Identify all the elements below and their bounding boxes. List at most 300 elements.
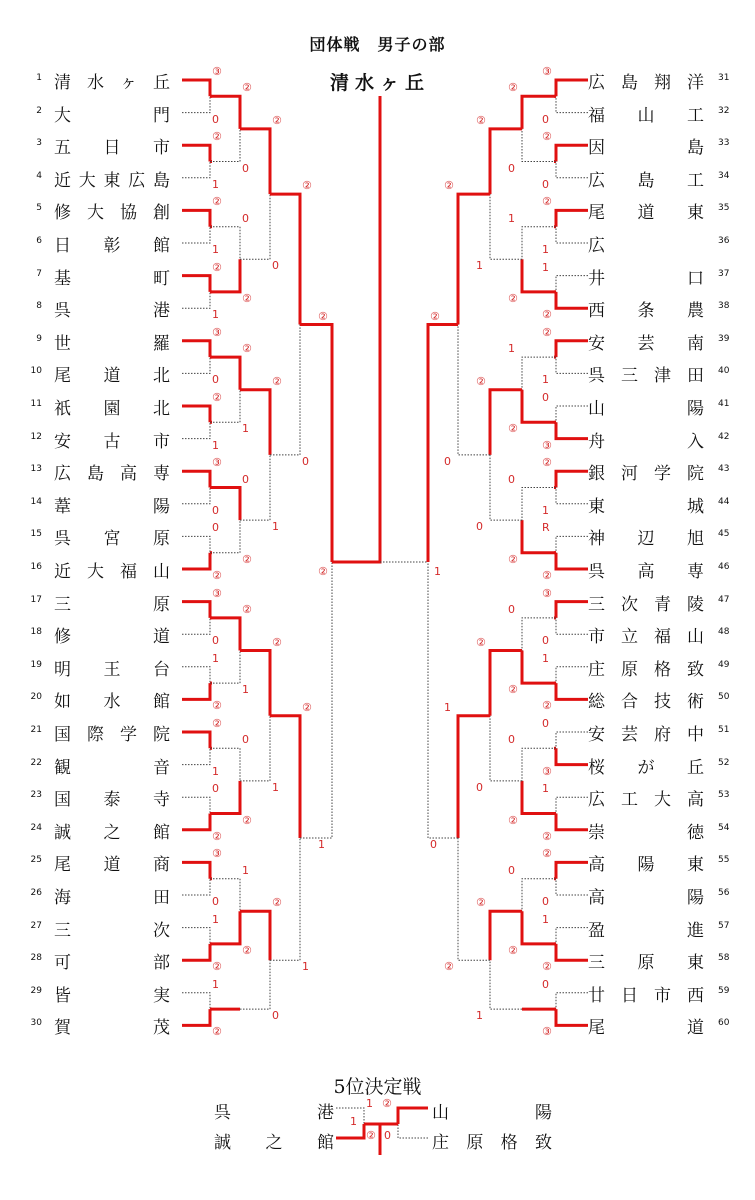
team-name: 東 城 (588, 496, 704, 517)
fifth-place-title: 5位決定戦 (333, 1076, 422, 1098)
team-seed-number: 11 (30, 399, 42, 409)
bracket-line (270, 716, 300, 838)
team-seed-number: 4 (36, 170, 42, 181)
team-seed-number: 25 (30, 855, 42, 866)
team-name: 三 原 東 (588, 953, 704, 974)
match-score: 1 (542, 373, 549, 387)
match-score: ② (212, 195, 222, 209)
bracket-line (182, 80, 210, 96)
bracket-line (556, 667, 588, 683)
fifth-team-name: 誠 之 館 (214, 1133, 334, 1153)
match-score: ② (212, 829, 222, 843)
fifth-bracket-line (398, 1124, 428, 1138)
team-name: 崇 徳 (588, 822, 704, 843)
team-name: 安 芸 南 (588, 333, 704, 354)
match-score: ② (508, 291, 518, 305)
match-score: 1 (476, 259, 483, 273)
match-score: ② (212, 717, 222, 730)
team-seed-number: 48 (718, 627, 730, 638)
bracket-line (182, 667, 210, 683)
team-name: 賀 茂 (54, 1018, 170, 1039)
match-score: 0 (242, 211, 249, 225)
match-score: 0 (242, 161, 249, 175)
champion-name: 清水ヶ丘 (329, 72, 430, 94)
team-seed-number: 23 (30, 790, 42, 801)
team-name: 五 日 市 (54, 138, 170, 159)
team-row (588, 296, 748, 322)
team-row (22, 296, 182, 322)
team-row (588, 720, 748, 745)
team-seed-number: 18 (30, 627, 42, 638)
team-row (588, 492, 748, 517)
team-row (588, 557, 748, 582)
team-name: 安 古 市 (54, 431, 170, 452)
bracket-line (182, 1009, 210, 1025)
bracket-line (182, 797, 210, 813)
team-row (22, 655, 182, 680)
match-score: 0 (430, 837, 437, 851)
bracket-line (556, 879, 588, 895)
fifth-team-name: 庄 原 格 致 (432, 1133, 552, 1153)
bracket-line (182, 276, 210, 292)
team-row (588, 133, 748, 159)
team-seed-number: 52 (718, 757, 730, 768)
match-score: ② (508, 813, 518, 827)
match-score: ② (212, 391, 222, 404)
team-seed-number: 49 (718, 659, 730, 670)
team-name: 海 田 (54, 888, 170, 908)
team-row (22, 459, 182, 485)
match-score: 1 (542, 912, 549, 926)
team-seed-number: 37 (718, 268, 730, 279)
bracket-line (522, 879, 556, 912)
bracket-line (458, 194, 490, 324)
match-score: ② (508, 81, 518, 95)
team-seed-number: 43 (718, 464, 730, 475)
team-row (588, 916, 748, 941)
match-score: ② (508, 552, 518, 566)
bracket-line (300, 325, 332, 563)
team-seed-number: 42 (718, 431, 730, 442)
match-score: ② (476, 635, 486, 649)
bracket-line (182, 536, 210, 552)
bracket-line (556, 1009, 588, 1025)
bracket-line (556, 488, 588, 504)
match-score: 0 (542, 717, 549, 730)
match-score: ② (476, 896, 486, 910)
match-score: ② (242, 602, 252, 616)
match-score: 0 (212, 112, 219, 126)
match-score: 1 (542, 243, 549, 256)
team-row (22, 687, 182, 713)
match-score: ② (242, 552, 252, 566)
bracket-line (240, 455, 270, 520)
team-row (588, 753, 748, 778)
bracket-line (182, 162, 210, 178)
team-name: 総 合 技 術 (588, 692, 704, 713)
team-seed-number: 19 (30, 659, 42, 670)
page-title: 団体戦 男子の部 (309, 35, 446, 54)
team-seed-number: 10 (30, 366, 42, 377)
team-row (588, 883, 748, 908)
team-row (22, 818, 182, 843)
match-score: ② (242, 943, 252, 957)
fifth-team-name: 呉 港 (214, 1103, 334, 1123)
team-seed-number: 26 (30, 888, 42, 898)
team-name: 皆 実 (54, 985, 170, 1006)
match-score: R (542, 521, 550, 535)
final-score: ② (318, 565, 328, 578)
match-score: 1 (542, 260, 549, 274)
team-seed-number: 8 (36, 301, 42, 312)
bracket-line (522, 488, 556, 521)
team-seed-number: 15 (30, 529, 42, 540)
team-seed-number: 40 (718, 366, 730, 377)
match-score: 1 (542, 503, 549, 517)
bracket-line (182, 814, 210, 830)
team-name: 広 工 大 高 (588, 790, 704, 811)
bracket-line (182, 732, 210, 748)
match-score: 1 (212, 308, 219, 322)
bracket-line (556, 732, 588, 748)
team-name: 観 音 (54, 757, 170, 778)
team-row (22, 557, 182, 582)
bracket-line (556, 357, 588, 373)
fifth-score: ② (382, 1097, 392, 1110)
match-score: ③ (212, 325, 222, 339)
team-name: 銀 河 学 院 (588, 464, 704, 485)
bracket-line (556, 602, 588, 618)
match-score: 0 (542, 977, 549, 991)
match-score: ② (542, 130, 552, 144)
team-name: 因 島 (588, 138, 704, 159)
match-score: ② (508, 422, 518, 436)
bracket-line (240, 716, 270, 781)
team-row (588, 101, 748, 126)
team-seed-number: 57 (718, 920, 730, 931)
team-seed-number: 28 (30, 953, 42, 964)
team-name: 国 際 学 院 (54, 725, 170, 745)
team-row (22, 753, 182, 778)
team-row (22, 1013, 182, 1039)
match-score: ② (302, 700, 312, 714)
team-row (588, 981, 748, 1006)
bracket-line (522, 227, 556, 260)
team-row (22, 916, 182, 941)
match-score: 1 (212, 243, 219, 256)
match-score: 1 (444, 700, 451, 714)
team-row (22, 590, 182, 615)
team-name: 如 水 館 (54, 692, 170, 713)
team-seed-number: 47 (718, 594, 730, 605)
bracket-line (556, 341, 588, 357)
team-name: 近 大 福 山 (54, 562, 170, 582)
team-row (588, 524, 748, 550)
match-score: ② (272, 635, 282, 649)
bracket-line (556, 862, 588, 878)
team-row (22, 883, 182, 908)
team-seed-number: 39 (718, 333, 730, 344)
team-seed-number: 59 (718, 985, 730, 996)
match-score: ③ (212, 847, 222, 861)
team-seed-number: 2 (36, 105, 42, 116)
bracket-line (522, 618, 556, 651)
team-seed-number: 12 (30, 431, 42, 442)
match-score: ③ (542, 65, 552, 78)
team-name: 世 羅 (54, 333, 170, 354)
match-score: ② (542, 829, 552, 843)
match-score: 0 (476, 780, 483, 794)
bracket-line (556, 553, 588, 569)
team-name: 修 大 協 創 (54, 203, 170, 224)
bracket-line (522, 651, 556, 684)
team-name: 修 道 (54, 627, 170, 648)
team-seed-number: 38 (718, 301, 730, 312)
match-score: 1 (318, 837, 325, 851)
team-row (22, 394, 182, 419)
team-row (22, 329, 182, 354)
match-score: 0 (476, 520, 483, 534)
match-score: 0 (542, 895, 549, 908)
final-winner-line (332, 96, 380, 562)
bracket-line (556, 748, 588, 764)
bracket-line (556, 618, 588, 634)
team-name: 尾 道 東 (588, 203, 704, 224)
match-score: 0 (302, 454, 309, 468)
team-seed-number: 3 (36, 138, 42, 149)
fifth-score: 0 (384, 1129, 391, 1142)
team-row (588, 68, 748, 93)
match-score: 0 (542, 112, 549, 126)
team-name: 広 島 高 専 (54, 464, 170, 485)
team-name: 清 水 ヶ 丘 (54, 73, 170, 93)
team-row (588, 231, 748, 256)
match-score: ② (212, 960, 222, 974)
match-score: ② (272, 896, 282, 910)
match-score: 0 (212, 634, 219, 648)
team-row (22, 720, 182, 745)
team-name: 桜 が 丘 (588, 757, 704, 778)
match-score: 0 (444, 454, 451, 468)
team-row (588, 427, 748, 452)
team-name: 国 泰 寺 (54, 790, 170, 811)
match-score: ③ (542, 438, 552, 452)
bracket-line (182, 96, 210, 112)
bracket-line (556, 80, 588, 96)
team-name: 廿 日 市 西 (588, 985, 704, 1006)
team-seed-number: 17 (30, 594, 42, 605)
team-seed-number: 30 (30, 1018, 42, 1029)
team-row (588, 1013, 748, 1039)
match-score: ② (542, 960, 552, 974)
bracket-line (428, 562, 458, 838)
bracket-line (556, 471, 588, 487)
match-score: 1 (508, 211, 515, 225)
team-seed-number: 50 (718, 692, 730, 703)
match-score: ② (542, 569, 552, 582)
fifth-bracket-line (398, 1108, 428, 1124)
team-name: 呉 港 (54, 301, 170, 322)
match-score: ② (212, 699, 222, 713)
team-name: 山 陽 (588, 399, 704, 419)
match-score: ② (542, 325, 552, 339)
bracket-line (182, 341, 210, 357)
team-seed-number: 56 (718, 888, 730, 898)
match-score: 0 (508, 472, 515, 486)
team-row (588, 590, 748, 615)
match-score: ② (212, 1025, 222, 1039)
team-name: 祇 園 北 (54, 399, 170, 419)
bracket-line (490, 455, 522, 520)
bracket-line (182, 618, 210, 634)
fifth-score: ② (366, 1129, 376, 1142)
team-row (22, 524, 182, 550)
team-name: 呉 宮 原 (54, 529, 170, 550)
team-row (588, 818, 748, 843)
team-row (22, 361, 182, 387)
bracket-line (182, 488, 210, 504)
match-score: ② (242, 342, 252, 356)
team-seed-number: 22 (30, 757, 42, 768)
team-seed-number: 14 (30, 496, 42, 507)
team-row (588, 329, 748, 354)
match-score: ② (212, 569, 222, 582)
match-score: 0 (242, 733, 249, 747)
team-seed-number: 33 (718, 138, 730, 149)
match-score: 1 (272, 520, 279, 534)
team-name: 広 (588, 236, 605, 256)
match-score: 1 (476, 1009, 483, 1023)
team-seed-number: 60 (718, 1018, 730, 1029)
team-row (588, 687, 748, 713)
bracket-line (522, 259, 556, 292)
match-score: 1 (212, 438, 219, 452)
team-name: 尾 道 (588, 1018, 704, 1039)
match-score: 0 (242, 472, 249, 486)
match-score: 0 (542, 177, 549, 191)
team-name: 広 島 翔 洋 (588, 73, 704, 93)
match-score: 1 (302, 960, 309, 974)
bracket-line (556, 96, 588, 112)
bracket-line (556, 993, 588, 1009)
match-score: 0 (508, 161, 515, 175)
team-name: 安 芸 府 中 (588, 725, 704, 745)
match-score: 1 (212, 177, 219, 191)
team-seed-number: 34 (718, 170, 730, 181)
fifth-score: 1 (366, 1097, 373, 1110)
bracket-line (458, 716, 490, 838)
bracket-line (490, 194, 522, 259)
match-score: ② (242, 81, 252, 95)
team-name: 三 次 青 陵 (588, 594, 704, 615)
bracket-line (182, 422, 210, 438)
team-seed-number: 21 (30, 725, 42, 735)
team-seed-number: 24 (30, 822, 42, 833)
fifth-team-name: 山 陽 (432, 1103, 552, 1123)
team-seed-number: 32 (718, 105, 730, 116)
match-score: 1 (242, 863, 249, 877)
bracket-line (556, 928, 588, 944)
team-row (22, 850, 182, 876)
bracket-line (182, 602, 210, 618)
team-seed-number: 51 (718, 725, 730, 735)
bracket-line (556, 145, 588, 161)
team-row (588, 850, 748, 876)
match-score: 0 (212, 373, 219, 387)
match-score: 1 (508, 342, 515, 356)
bracket-line (182, 292, 210, 308)
team-seed-number: 13 (30, 464, 42, 475)
match-score: ② (508, 683, 518, 697)
team-row (22, 68, 182, 93)
team-row (588, 622, 748, 648)
bracket-line (240, 960, 270, 1009)
match-score: ② (444, 179, 454, 193)
match-score: 0 (542, 634, 549, 648)
team-row (22, 427, 182, 452)
match-score: ② (542, 699, 552, 713)
team-row (22, 198, 182, 224)
team-seed-number: 16 (30, 562, 42, 572)
bracket-line (182, 928, 210, 944)
bracket-line (556, 814, 588, 830)
team-name: 西 条 農 (588, 301, 704, 322)
bracket-line (522, 96, 556, 129)
team-name: 呉 高 専 (588, 562, 704, 582)
team-seed-number: 36 (718, 236, 730, 246)
bracket-line (556, 683, 588, 699)
team-name: 尾 道 商 (54, 855, 170, 876)
team-name: 高 陽 (588, 888, 704, 908)
match-score: ② (242, 291, 252, 305)
bracket-line (556, 406, 588, 422)
team-name: 誠 之 館 (54, 822, 170, 843)
team-row (588, 264, 748, 289)
bracket-line (270, 325, 300, 455)
match-score: ③ (212, 65, 222, 78)
team-row (22, 492, 182, 517)
match-score: 1 (212, 977, 219, 991)
match-score: ② (430, 309, 440, 323)
team-name: 可 部 (54, 953, 170, 974)
match-score: 0 (508, 733, 515, 747)
bracket-line (182, 944, 210, 960)
team-name: 明 王 台 (54, 659, 170, 680)
bracket-line (556, 944, 588, 960)
team-row (22, 166, 182, 191)
match-score: ② (302, 179, 312, 193)
match-score: ② (212, 130, 222, 144)
bracket-line (522, 911, 556, 944)
bracket-line (490, 960, 522, 1009)
bracket-line (522, 781, 556, 814)
team-row (22, 785, 182, 811)
match-score: 1 (542, 651, 549, 665)
team-row (588, 655, 748, 680)
bracket-line (428, 325, 458, 563)
team-row (22, 133, 182, 159)
team-seed-number: 6 (36, 236, 42, 246)
team-row (588, 459, 748, 485)
team-seed-number: 44 (718, 496, 730, 507)
team-seed-number: 46 (718, 562, 730, 572)
team-row (588, 948, 748, 974)
match-score: ② (476, 374, 486, 388)
match-score: ② (542, 456, 552, 470)
bracket-line (182, 748, 210, 764)
fifth-score: 1 (350, 1115, 357, 1128)
match-score: ③ (542, 764, 552, 778)
